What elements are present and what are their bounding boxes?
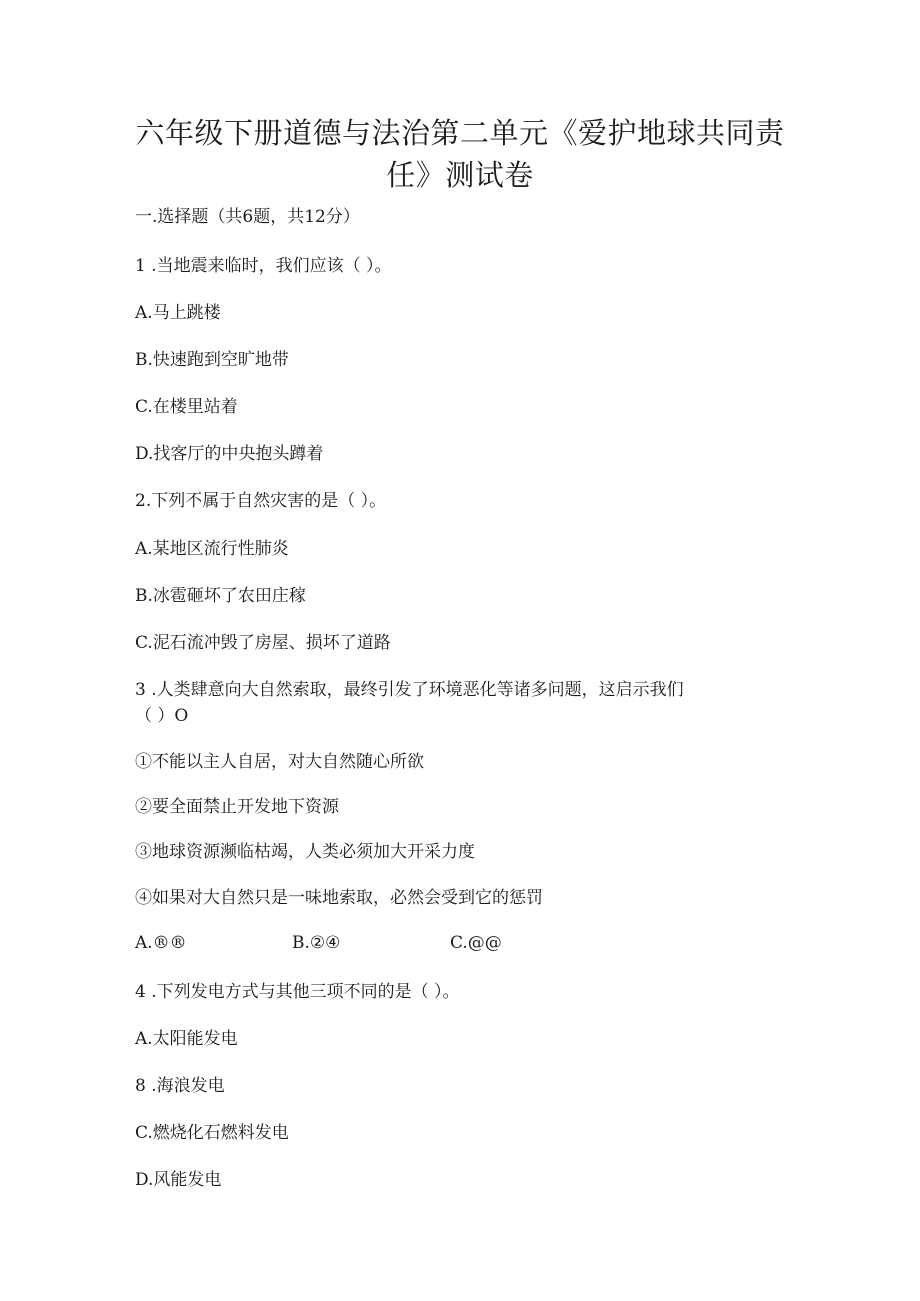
question-3-option-c: C.@@: [450, 933, 502, 953]
section-heading: 一.选择题（共6题，共12分）: [135, 207, 360, 227]
document-title: [120, 112, 800, 196]
question-4-option-d: D.风能发电: [135, 1170, 222, 1190]
question-4-option-b: 8 .海浪发电: [135, 1076, 225, 1096]
question-3-statement-4: ④如果对大自然只是一味地索取，必然会受到它的惩罚: [135, 888, 543, 908]
question-1-option-a: A.马上跳楼: [135, 303, 221, 323]
question-3-option-a: A.®®: [135, 933, 187, 953]
question-3-stem-line-2: （ ）O: [135, 706, 189, 726]
title-line-1: 六年级下册道德与法治第二单元《爱护地球共同责: [135, 116, 785, 150]
question-2-option-c: C.泥石流冲毁了房屋、损坏了道路: [135, 633, 391, 653]
question-2-option-b: B.冰雹砸坏了农田庄稼: [135, 586, 306, 606]
question-1-option-d: D.找客厅的中央抱头蹲着: [135, 444, 324, 464]
question-1-option-c: C.在楼里站着: [135, 397, 238, 417]
question-4-stem: 4 .下列发电方式与其他三项不同的是（ ）。: [135, 982, 460, 1002]
question-3-statement-2: ②要全面禁止开发地下资源: [135, 797, 339, 817]
question-3-stem-line-1: 3 .人类肆意向大自然索取，最终引发了环境恶化等诸多问题，这启示我们: [135, 680, 684, 700]
question-4-option-c: C.燃烧化石燃料发电: [135, 1123, 289, 1143]
question-1-stem: 1 .当地震来临时，我们应该（ ）。: [135, 256, 392, 276]
question-2-option-a: A.某地区流行性肺炎: [135, 539, 289, 559]
question-3-statement-3: ③地球资源濒临枯竭，人类必须加大开采力度: [135, 842, 475, 862]
question-3-statement-1: ①不能以主人自居，对大自然随心所欲: [135, 752, 424, 772]
question-1-option-b: B.快速跑到空旷地带: [135, 350, 289, 370]
title-line-2: 任》测试卷: [386, 158, 534, 192]
question-3-option-b: B.②④: [292, 933, 341, 953]
question-4-option-a: A.太阳能发电: [135, 1029, 238, 1049]
question-2-stem: 2.下列不属于自然灾害的是（ ）。: [135, 491, 387, 511]
